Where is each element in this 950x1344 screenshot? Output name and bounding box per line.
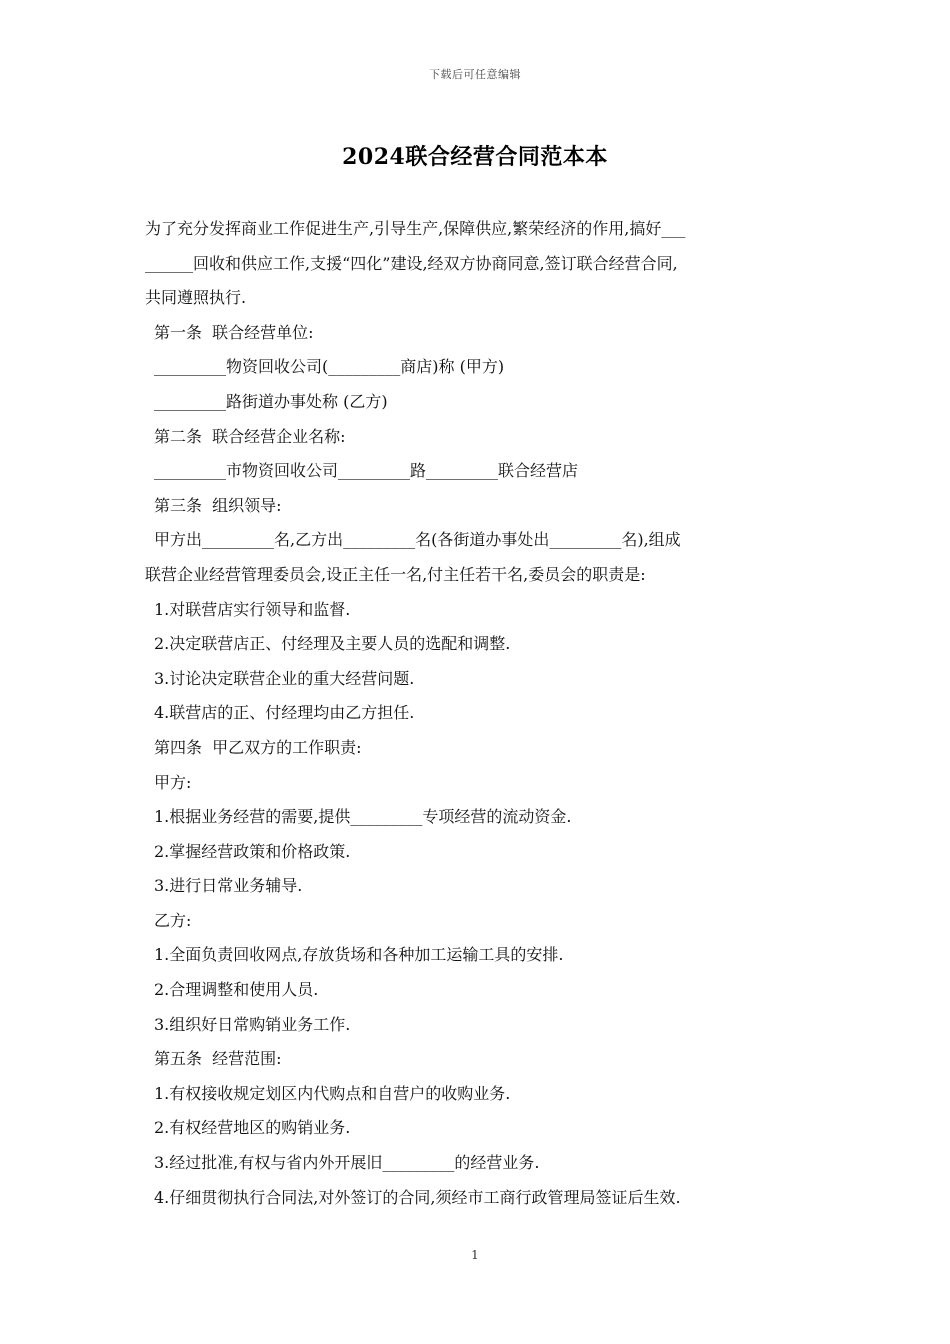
article-heading: 第三条 组织领导: [154,495,282,515]
list-item: 4.联营店的正、付经理均由乙方担任. [154,703,415,723]
paragraph-line: _________市物资回收公司_________路_________联合经营店 [154,461,579,481]
list-item: 1.有权接收规定划区内代购点和自营户的收购业务. [154,1083,511,1103]
paragraph-line: _________路街道办事处称 (乙方) [154,391,388,411]
page-number: 1 [471,1248,479,1262]
list-item: 2.合理调整和使用人员. [154,980,319,1000]
paragraph-line: 联营企业经营管理委员会,设正主任一名,付主任若干名,委员会的职责是: [145,564,646,584]
party-label: 甲方: [154,772,192,792]
list-item: 1.全面负责回收网点,存放货场和各种加工运输工具的安排. [154,945,564,965]
article-heading: 第四条 甲乙双方的工作职责: [154,737,362,757]
list-item: 2.决定联营店正、付经理及主要人员的选配和调整. [154,634,511,654]
list-item: 3.讨论决定联营企业的重大经营问题. [154,668,415,688]
list-item: 2.有权经营地区的购销业务. [154,1118,351,1138]
document-title: 2024联合经营合同范本本 [342,144,608,170]
header-note: 下载后可任意编辑 [429,68,521,81]
list-item: 1.根据业务经营的需要,提供_________专项经营的流动资金. [154,807,572,827]
paragraph-line: 共同遵照执行. [145,288,247,308]
list-item: 1.对联营店实行领导和监督. [154,599,351,619]
paragraph-line: 为了充分发挥商业工作促进生产,引导生产,保障供应,繁荣经济的作用,搞好___ [145,219,686,238]
list-item: 3.组织好日常购销业务工作. [154,1014,351,1034]
paragraph-line: _________物资回收公司(_________商店)称 (甲方) [154,357,505,377]
paragraph-line: ______回收和供应工作,支援“四化”建设,经双方协商同意,签订联合经营合同, [145,253,678,273]
article-heading: 第二条 联合经营企业名称: [154,426,346,446]
paragraph-line: 甲方出_________名,乙方出_________名(各街道办事处出_________名),组成 [154,530,681,550]
article-heading: 第一条 联合经营单位: [154,322,314,342]
article-heading: 第五条 经营范围: [154,1049,282,1069]
party-label: 乙方: [154,910,192,930]
list-item: 4.仔细贯彻执行合同法,对外签订的合同,须经市工商行政管理局签证后生效. [154,1187,681,1207]
list-item: 2.掌握经营政策和价格政策. [154,841,351,861]
list-item: 3.进行日常业务辅导. [154,876,303,896]
contract-body [145,212,815,1215]
list-item: 3.经过批准,有权与省内外开展旧_________的经营业务. [154,1153,540,1173]
